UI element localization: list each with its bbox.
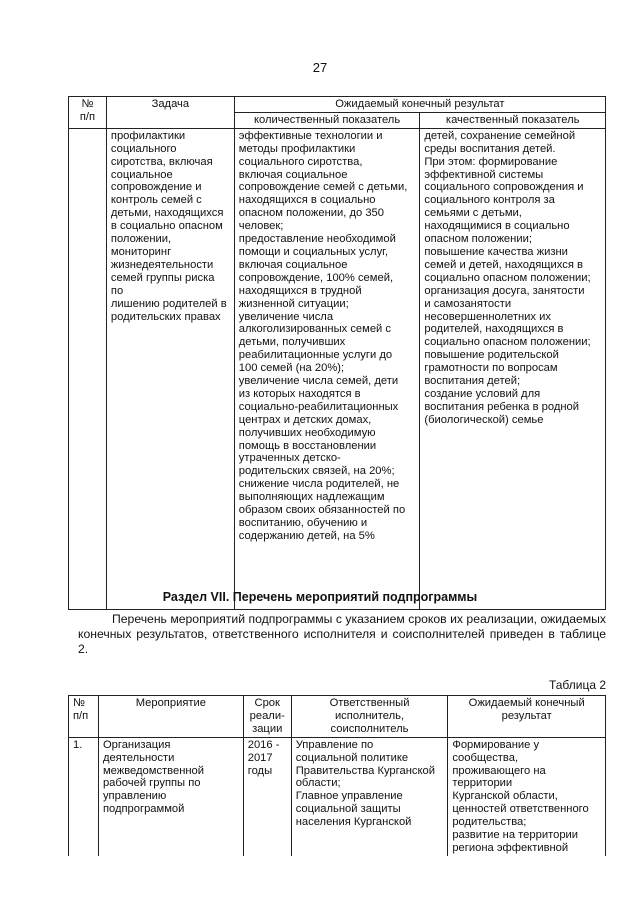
table2-header-activity: Мероприятие xyxy=(98,696,243,738)
table1-cell-num xyxy=(69,128,107,609)
expected-results-table xyxy=(68,96,606,610)
table1-header-quantitative: количественный показатель xyxy=(234,112,420,128)
table2-header-executor: Ответственный исполнитель, соисполнитель xyxy=(291,696,448,738)
table1-cell-qualitative: детей, сохранение семейной среды воспитания детей. При этом: формирование эффективной системы социального сопровождения и социального контроля за семьями с детьми, находящимися в социально опасном положении; повышение качества жизни семей и детей, находящихся в социально опасном положении; организация досуга, занятости и самозанятости несовершеннолетних их родителей, находящихся в социально опасном положении; повышение родительской грамотности по вопросам воспитания детей; создание условий для воспитания ребенка в родной (биологической) семье xyxy=(420,128,606,609)
table2-cell-activity: Организация деятельности межведомственной рабочей группы по управлению подпрограммой xyxy=(98,737,243,856)
table2-header-result: Ожидаемый конечный результат xyxy=(448,696,606,738)
table1-header-row xyxy=(69,97,606,113)
table2-header-row xyxy=(69,696,606,738)
table1-cell-task: профилактики социального сиротства, включая социальное сопровождение и контроль семей с детьми, находящихся в социально опасном положении, мониторинг жизнедеятельности семей группы риска по лишению родителей в родительских правах xyxy=(106,128,234,609)
table1-header-qualitative: качественный показатель xyxy=(420,112,606,128)
table1-header-num: № п/п xyxy=(69,97,107,129)
table1-header-task: Задача xyxy=(106,97,234,129)
table-row xyxy=(69,128,606,609)
table2-cell-result: Формирование у сообщества, проживающего на территории Курганской области, ценностей ответственного родительства; развитие на территории региона эффективной xyxy=(448,737,606,856)
table2-cell-executor: Управление по социальной политике Правительства Курганской области; Главное управление социальной защиты населения Курганской xyxy=(291,737,448,856)
table2-header-term: Срок реали- зации xyxy=(243,696,291,738)
page-number: 27 xyxy=(312,60,328,75)
table-caption: Таблица 2 xyxy=(548,678,606,692)
table2-cell-num: 1. xyxy=(69,737,99,856)
section-title: Раздел VII. Перечень мероприятий подпрограммы xyxy=(162,590,478,604)
table-row xyxy=(69,737,606,856)
table2-cell-term: 2016 - 2017 годы xyxy=(243,737,291,856)
activities-table xyxy=(68,695,606,856)
table1-header-result: Ожидаемый конечный результат xyxy=(234,97,605,113)
table2-header-num: № п/п xyxy=(69,696,99,738)
table1-cell-quantitative: эффективные технологии и методы профилактики социального сиротства, включая социальное сопровождение семей с детьми, находящихся в социально опасном положении, до 350 человек; предоставление необходимой помощи и социальных услуг, включая социальное сопровождение, 100% семей, находящихся в трудной жизненной ситуации; увеличение числа алкоголизированных семей с детьми, получивших реабилитационные услуги до 100 семей (на 20%); увеличение числа семей, дети из которых находятся в социально-реабилитационных центрах и детских домах, получивших необходимую помощь в восстановлении утраченных детско- родительских связей, на 20%; снижение числа родителей, не выполняющих надлежащим образом своих обязанностей по воспитанию, обучению и содержанию детей, на 5% xyxy=(234,128,420,609)
section-intro: Перечень мероприятий подпрограммы с указанием сроков их реализации, ожидаемых конечных результатов, ответственного исполнителя и соисполнителей приведен в таблице 2. xyxy=(78,612,606,656)
